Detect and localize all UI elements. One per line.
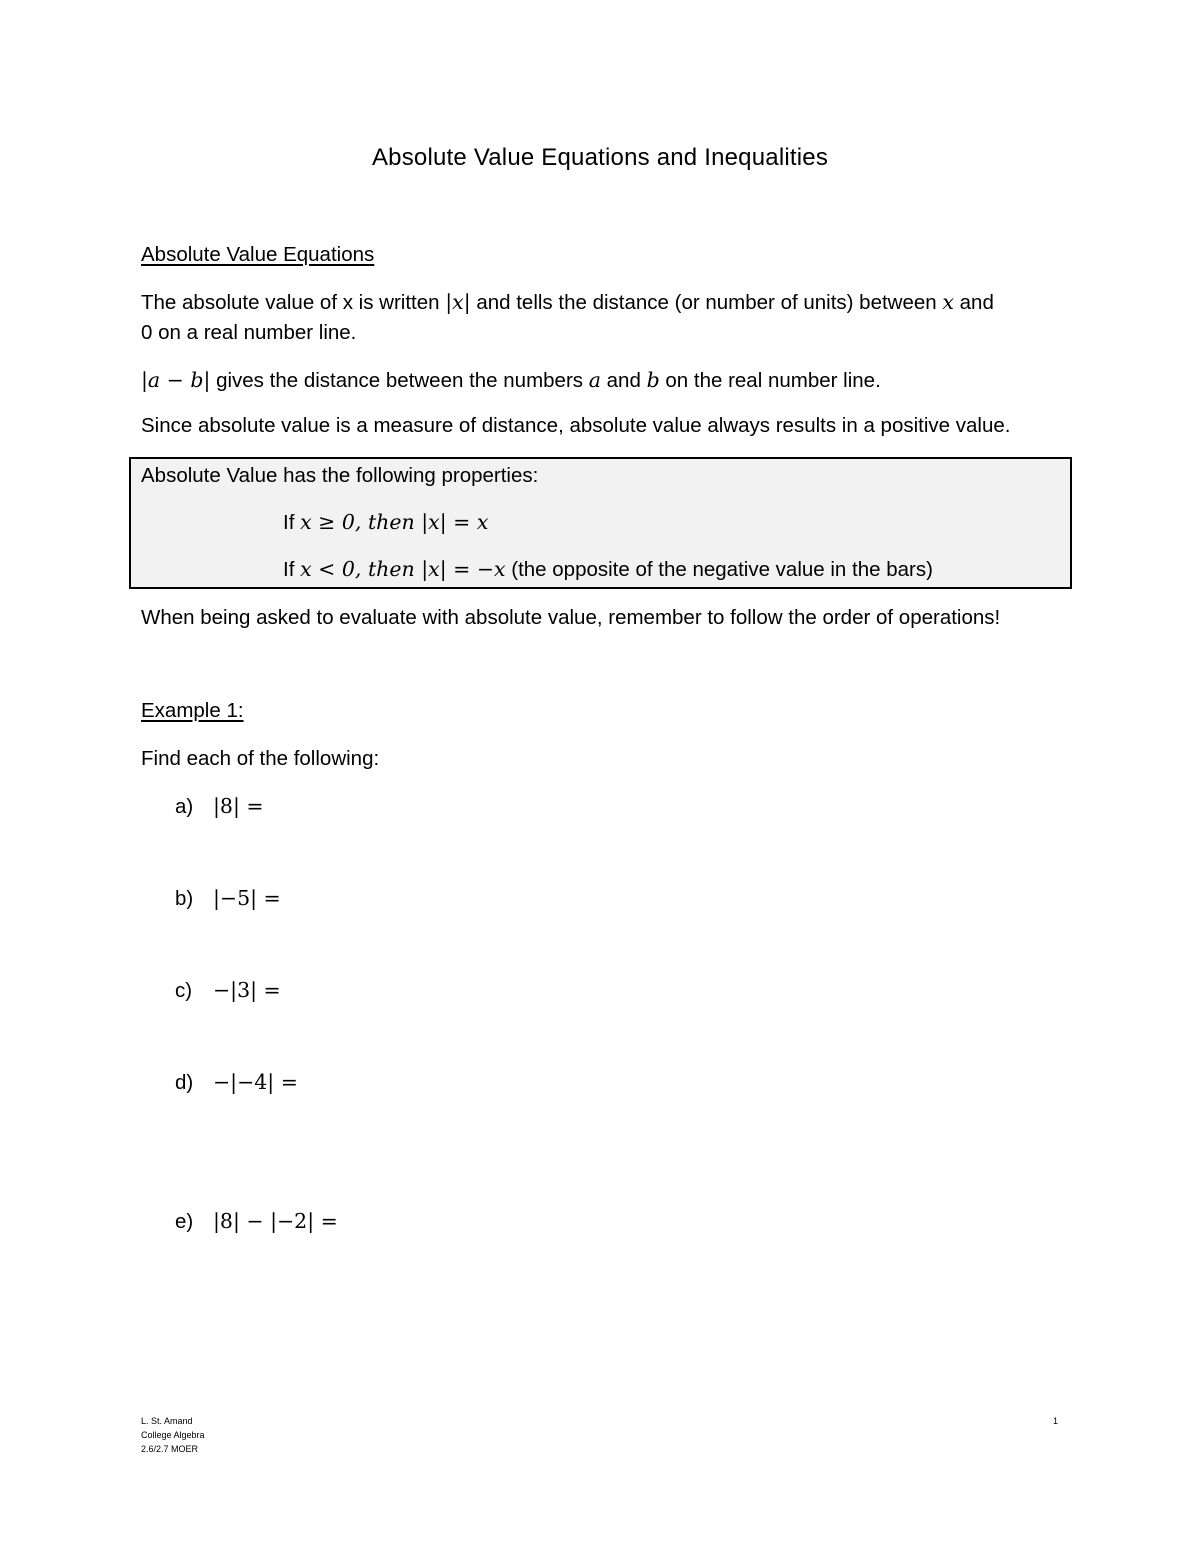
intro-text: and <box>953 291 994 314</box>
properties-heading: Absolute Value has the following properties: <box>141 464 539 487</box>
footer-course: College Algebra <box>141 1430 205 1440</box>
item-expression: |8| − |−2| = <box>213 1209 338 1233</box>
distance-text: gives the distance between the numbers <box>210 369 589 392</box>
intro-text: and tells the distance (or number of units) between <box>470 291 943 314</box>
distance-line <box>141 366 881 395</box>
example-item-b <box>175 884 281 913</box>
abs-x-math: |x| <box>445 290 471 314</box>
positive-value-note: Since absolute value is a measure of distance, absolute value always results in a positive value. <box>141 414 1011 437</box>
item-expression: |8| = <box>213 794 264 818</box>
footer-author: L. St. Amand <box>141 1416 193 1426</box>
item-label: e) <box>175 1210 194 1233</box>
section-heading: Absolute Value Equations <box>141 243 375 266</box>
var-b: b <box>646 368 660 392</box>
example-item-a <box>175 792 264 821</box>
item-expression: −|3| = <box>213 978 281 1002</box>
page-number: 1 <box>1053 1416 1059 1426</box>
example-item-c <box>175 976 281 1005</box>
example-prompt: Find each of the following: <box>141 747 380 770</box>
order-of-operations-note: When being asked to evaluate with absolute value, remember to follow the order of operations! <box>141 606 1001 629</box>
item-expression: −|−4| = <box>213 1070 298 1094</box>
property-if: If <box>283 558 301 581</box>
property-note: (the opposite of the negative value in the bars) <box>505 558 933 581</box>
var-a: a <box>588 368 601 392</box>
item-expression: |−5| = <box>213 886 281 910</box>
var-x: x <box>942 290 954 314</box>
item-label: d) <box>175 1071 194 1094</box>
property-math: x ≥ 0, then |x| = x <box>300 510 489 534</box>
item-label: b) <box>175 887 194 910</box>
item-label: c) <box>175 979 193 1002</box>
intro-line-1 <box>141 288 994 317</box>
intro-line-2: 0 on a real number line. <box>141 321 357 344</box>
property-negative <box>283 555 933 584</box>
example-heading: Example 1: <box>141 699 244 722</box>
property-if: If <box>283 511 301 534</box>
property-math: x < 0, then |x| = −x <box>300 557 506 581</box>
example-item-e <box>175 1207 338 1236</box>
example-item-d <box>175 1068 298 1097</box>
intro-text: The absolute value of x is written <box>141 291 446 314</box>
distance-text: on the real number line. <box>659 369 881 392</box>
footer <box>141 1414 205 1456</box>
page-title: Absolute Value Equations and Inequalities <box>371 144 829 171</box>
distance-text: and <box>600 369 647 392</box>
abs-a-minus-b-math: |a − b| <box>141 368 211 392</box>
footer-section: 2.6/2.7 MOER <box>141 1444 199 1454</box>
item-label: a) <box>175 795 194 818</box>
property-nonnegative <box>283 508 488 537</box>
